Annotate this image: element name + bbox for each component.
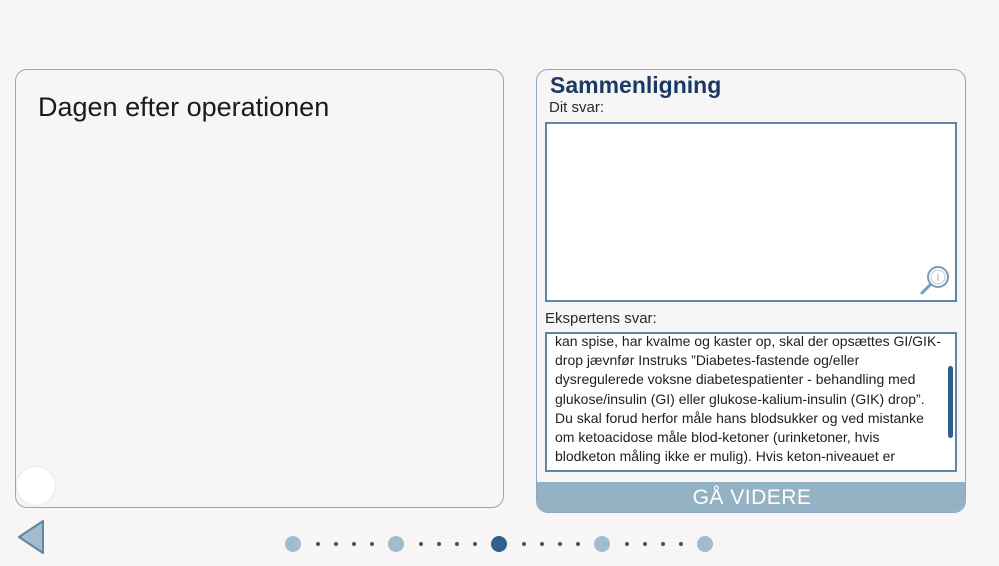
progress-dot-current[interactable]	[491, 536, 507, 552]
progress-dot-small	[455, 542, 459, 546]
progress-dot-small	[643, 542, 647, 546]
progress-dot-small	[625, 542, 629, 546]
your-answer-input[interactable]	[545, 122, 957, 302]
progress-dot[interactable]	[285, 536, 301, 552]
progress-dot[interactable]	[388, 536, 404, 552]
progress-dot-small	[419, 542, 423, 546]
progress-dot-small	[540, 542, 544, 546]
progress-dot-small	[437, 542, 441, 546]
your-answer-label: Dit svar:	[549, 99, 605, 116]
progress-dot-small	[558, 542, 562, 546]
scenario-title: Dagen efter operationen	[38, 92, 330, 122]
progress-dot-small	[473, 542, 477, 546]
magnifier-icon[interactable]	[919, 264, 953, 296]
circle-button[interactable]	[17, 467, 55, 505]
progress-dot-small	[679, 542, 683, 546]
progress-dot[interactable]	[697, 536, 713, 552]
expert-scrollbar-thumb[interactable]	[948, 366, 953, 438]
progress-dot-small	[334, 542, 338, 546]
comparison-heading: Sammenligning	[550, 72, 722, 98]
expert-answer-label: Ekspertens svar:	[545, 310, 657, 327]
expert-answer-text: kan spise, har kvalme og kaster op, skal der opsættes GI/GIK-drop jævnfør Instruks ”Diabetes-fastende og/eller dysregulerede voksne diabetespatienter - behandling med glukose/insulin (GI) eller glukose-kalium-insulin (GIK) drop”. Du skal forud herfor måle hans blodsukker og ved mistanke om ketoacidose måle blod-ketoner (urinketoner, hvis blodketon måling ikke er mulig). Hvis keton-niveauet er	[555, 333, 941, 465]
progress-dot-small	[661, 542, 665, 546]
progress-dot-small	[316, 542, 320, 546]
progress-dot-small	[352, 542, 356, 546]
progress-dot-small	[370, 542, 374, 546]
progress-dot-small	[522, 542, 526, 546]
scenario-panel	[15, 69, 504, 508]
progress-dots	[0, 536, 999, 554]
continue-button[interactable]: GÅ VIDERE	[537, 482, 966, 513]
expert-answer-box[interactable]	[545, 332, 957, 472]
comparison-panel	[536, 69, 966, 513]
svg-text:i: i	[936, 273, 940, 284]
progress-dot-small	[576, 542, 580, 546]
progress-dot[interactable]	[594, 536, 610, 552]
